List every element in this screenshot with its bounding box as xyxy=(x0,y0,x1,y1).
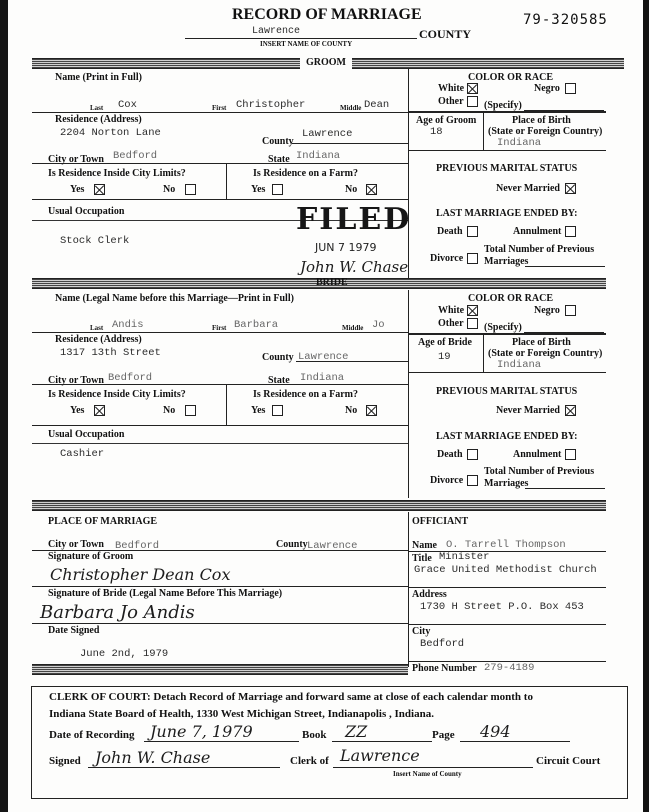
divider xyxy=(483,334,484,372)
divider xyxy=(32,586,408,587)
groom-section-label: GROOM xyxy=(300,57,352,69)
date-recording: June 7, 1979 xyxy=(150,722,253,741)
place-county-label: County xyxy=(276,539,308,550)
divider xyxy=(408,333,606,335)
groom-signature-label: Signature of Groom xyxy=(48,551,134,562)
groom-birth-place: Indiana xyxy=(497,137,542,149)
place-city-label: City or Town xyxy=(48,539,104,550)
divider xyxy=(32,425,408,426)
circuit-court-label: Circuit Court xyxy=(536,755,601,767)
bride-specify-label: (Specify) xyxy=(484,322,522,333)
groom-age: 18 xyxy=(430,126,443,138)
bride-city-label: City or Town xyxy=(48,375,104,386)
officiant-name: O. Tarrell Thompson xyxy=(446,539,566,551)
groom-signature: Christopher Dean Cox xyxy=(50,565,231,584)
bride-divorce-label: Divorce xyxy=(430,475,464,486)
clerk-of-label: Clerk of xyxy=(290,755,329,767)
groom-first: Christopher xyxy=(236,99,306,111)
date-signed: June 2nd, 1979 xyxy=(80,648,169,660)
groom-annulment-label: Annulment xyxy=(513,226,562,237)
place-band xyxy=(32,500,606,511)
bride-occupation: Cashier xyxy=(60,448,105,460)
groom-birth-label: Place of Birth xyxy=(512,115,571,126)
groom-column-divider xyxy=(408,68,409,278)
bride-annulment-checkbox[interactable] xyxy=(565,449,576,460)
groom-divorce-label: Divorce xyxy=(430,253,464,264)
groom-marriages-label: Marriages xyxy=(484,256,529,267)
scan-edge-left xyxy=(0,0,8,812)
bride-farm-question: Is Residence on a Farm? xyxy=(253,389,358,400)
page: 494 xyxy=(480,722,511,741)
groom-city-limits-yes-label: Yes xyxy=(70,184,85,195)
groom-city-limits-question: Is Residence Inside City Limits? xyxy=(48,168,186,179)
bride-never-married-checkbox[interactable] xyxy=(565,405,576,416)
bride-total-prev-label: Total Number of Previous xyxy=(484,466,595,477)
groom-state: Indiana xyxy=(296,150,341,162)
bride-death-checkbox[interactable] xyxy=(467,449,478,460)
bride-city-limits-question: Is Residence Inside City Limits? xyxy=(48,389,186,400)
bride-negro-checkbox[interactable] xyxy=(565,305,576,316)
bride-residence: 1317 13th Street xyxy=(60,347,161,359)
groom-divorce-checkbox[interactable] xyxy=(467,253,478,264)
officiant-title-label: Title xyxy=(412,553,432,564)
groom-white-checkbox[interactable] xyxy=(467,83,478,94)
groom-occupation: Stock Clerk xyxy=(60,235,130,247)
bride-county-label: County xyxy=(262,352,294,363)
county-underline xyxy=(185,38,417,39)
bride-section-label: BRIDE xyxy=(316,277,348,288)
groom-occupation-label: Usual Occupation xyxy=(48,206,125,217)
groom-county-label: County xyxy=(262,136,294,147)
groom-city-label: City or Town xyxy=(48,154,104,165)
county-hint: INSERT NAME OF COUNTY xyxy=(260,40,353,48)
officiant-phone-label: Phone Number xyxy=(412,663,477,674)
groom-name-label: Name (Print in Full) xyxy=(55,72,142,83)
bride-county-underline xyxy=(296,361,408,362)
groom-other-checkbox[interactable] xyxy=(467,96,478,107)
page-label: Page xyxy=(432,729,455,741)
bride-farm-yes-label: Yes xyxy=(251,405,266,416)
bride-county: Lawrence xyxy=(298,351,349,363)
groom-farm-yes-checkbox[interactable] xyxy=(272,184,283,195)
groom-middle: Dean xyxy=(364,99,390,111)
bride-residence-label: Residence (Address) xyxy=(55,334,142,345)
book: ZZ xyxy=(345,722,368,741)
county-value: Lawrence xyxy=(252,26,301,37)
officiant-name-label: Name xyxy=(412,540,437,551)
bride-prev-status-label: PREVIOUS MARITAL STATUS xyxy=(436,386,578,397)
groom-marriages-underline xyxy=(525,266,605,267)
clerk-of-underline xyxy=(333,767,533,768)
bride-age-label: Age of Bride xyxy=(418,337,472,348)
groom-city-limits-no-checkbox[interactable] xyxy=(185,184,196,195)
groom-farm-no-label: No xyxy=(345,184,358,195)
groom-farm-question: Is Residence on a Farm? xyxy=(253,168,358,179)
bride-last: Andis xyxy=(112,319,144,331)
groom-negro-checkbox[interactable] xyxy=(565,83,576,94)
groom-never-married-checkbox[interactable] xyxy=(565,183,576,194)
groom-county-underline xyxy=(292,143,408,144)
bride-farm-no-checkbox[interactable] xyxy=(366,405,377,416)
divider xyxy=(32,623,408,624)
bride-birth-place: Indiana xyxy=(497,359,542,371)
bride-column-divider xyxy=(408,290,409,498)
officiant-address-label: Address xyxy=(412,589,447,600)
clerk-instruction-1: CLERK OF COURT: Detach Record of Marriage and forward same at close of each calendar month to xyxy=(49,691,533,703)
divider xyxy=(408,624,606,625)
divider xyxy=(32,332,408,333)
bride-negro-label: Negro xyxy=(534,305,560,316)
divider xyxy=(408,372,606,373)
bottom-band xyxy=(32,664,408,675)
divider xyxy=(32,384,408,385)
officiant-church: Grace United Methodist Church xyxy=(414,564,597,576)
bride-farm-no-label: No xyxy=(345,405,358,416)
date-recording-label: Date of Recording xyxy=(49,729,135,741)
officiant-city: Bedford xyxy=(420,638,465,650)
bride-never-married-label: Never Married xyxy=(496,405,560,416)
divider xyxy=(408,551,606,552)
divider xyxy=(226,164,227,199)
place-column-divider xyxy=(408,512,409,667)
divider xyxy=(408,111,606,113)
divider xyxy=(408,587,606,588)
filed-stamp-word: FILED xyxy=(296,202,412,237)
groom-first-label: First xyxy=(212,104,227,112)
signed-underline xyxy=(88,767,280,768)
bride-city: Bedford xyxy=(108,372,153,384)
bride-city-limits-no-checkbox[interactable] xyxy=(185,405,196,416)
groom-white-label: White xyxy=(438,83,465,94)
bride-birth-sub-label: (State or Foreign Country) xyxy=(488,348,603,359)
bride-last-ended-label: LAST MARRIAGE ENDED BY: xyxy=(436,431,578,442)
groom-other-label: Other xyxy=(438,96,464,107)
bride-city-limits-yes-label: Yes xyxy=(70,405,85,416)
groom-farm-no-checkbox[interactable] xyxy=(366,184,377,195)
officiant-title: Minister xyxy=(439,551,490,563)
insert-county-label: Insert Name of County xyxy=(393,770,462,778)
bride-other-label: Other xyxy=(438,318,464,329)
groom-last-label: Last xyxy=(90,104,104,112)
groom-specify-label: (Specify) xyxy=(484,100,522,111)
divider xyxy=(408,150,606,151)
groom-last-ended-label: LAST MARRIAGE ENDED BY: xyxy=(436,208,578,219)
bride-middle: Jo xyxy=(372,319,385,331)
officiant-section-label: OFFICIANT xyxy=(412,516,469,527)
bride-last-label: Last xyxy=(90,324,104,332)
bride-birth-label: Place of Birth xyxy=(512,337,571,348)
groom-middle-label: Middle xyxy=(340,104,362,112)
groom-annulment-checkbox[interactable] xyxy=(565,226,576,237)
groom-negro-label: Negro xyxy=(534,83,560,94)
book-underline xyxy=(332,741,432,742)
divider xyxy=(32,112,408,113)
divider xyxy=(483,112,484,150)
bride-city-limits-yes-checkbox[interactable] xyxy=(94,405,105,416)
bride-first: Barbara xyxy=(234,319,279,331)
clerk-instruction-2: Indiana State Board of Health, 1330 West Michigan Street, Indianapolis , Indiana. xyxy=(49,708,434,720)
bride-middle-label: Middle xyxy=(342,324,364,332)
county-label: COUNTY xyxy=(419,27,472,41)
groom-death-label: Death xyxy=(437,226,463,237)
bride-signature: Barbara Jo Andis xyxy=(40,602,195,623)
bride-city-limits-no-label: No xyxy=(163,405,176,416)
form-title: RECORD OF MARRIAGE xyxy=(232,6,422,23)
bride-first-label: First xyxy=(212,324,227,332)
groom-birth-sub-label: (State or Foreign Country) xyxy=(488,126,603,137)
date-signed-label: Date Signed xyxy=(48,625,100,636)
groom-never-married-label: Never Married xyxy=(496,183,560,194)
groom-residence: 2204 Norton Lane xyxy=(60,127,161,139)
bride-state: Indiana xyxy=(300,372,345,384)
groom-residence-label: Residence (Address) xyxy=(55,114,142,125)
divider xyxy=(226,385,227,425)
filed-stamp-signature: John W. Chase xyxy=(300,258,409,276)
officiant-city-label: City xyxy=(412,626,431,637)
bride-marriages-underline xyxy=(525,488,605,489)
place-city: Bedford xyxy=(115,540,160,552)
groom-age-label: Age of Groom xyxy=(416,115,477,126)
groom-city: Bedford xyxy=(113,150,158,162)
bride-divorce-checkbox[interactable] xyxy=(467,475,478,486)
bride-marriages-label: Marriages xyxy=(484,478,529,489)
groom-prev-status-label: PREVIOUS MARITAL STATUS xyxy=(436,163,578,174)
clerk-signature: John W. Chase xyxy=(95,748,211,767)
groom-city-limits-no-label: No xyxy=(163,184,176,195)
bride-death-label: Death xyxy=(437,449,463,460)
bride-white-label: White xyxy=(438,305,465,316)
filed-stamp-date: JUN 7 1979 xyxy=(315,241,377,254)
groom-county: Lawrence xyxy=(302,128,353,140)
scan-edge-right xyxy=(643,0,649,812)
bride-signature-label: Signature of Bride (Legal Name Before This Marriage) xyxy=(48,588,283,599)
groom-death-checkbox[interactable] xyxy=(467,226,478,237)
groom-farm-yes-label: Yes xyxy=(251,184,266,195)
page-underline xyxy=(460,741,570,742)
bride-occupation-label: Usual Occupation xyxy=(48,429,125,440)
bride-age: 19 xyxy=(438,351,451,363)
record-number: 79-320585 xyxy=(523,12,608,28)
bride-annulment-label: Annulment xyxy=(513,449,562,460)
groom-state-label: State xyxy=(268,154,290,165)
officiant-address: 1730 H Street P.O. Box 453 xyxy=(420,601,584,613)
bride-state-label: State xyxy=(268,375,290,386)
groom-total-prev-label: Total Number of Previous xyxy=(484,244,595,255)
divider xyxy=(32,443,408,444)
bride-name-label: Name (Legal Name before this Marriage—Print in Full) xyxy=(55,293,294,304)
groom-city-limits-yes-checkbox[interactable] xyxy=(94,184,105,195)
divider xyxy=(32,163,408,164)
divider xyxy=(32,199,408,200)
bride-other-checkbox[interactable] xyxy=(467,318,478,329)
bride-race-label: COLOR OR RACE xyxy=(468,293,554,304)
date-recording-underline xyxy=(144,741,299,742)
book-label: Book xyxy=(302,729,327,741)
place-county: Lawrence xyxy=(307,540,358,552)
groom-last: Cox xyxy=(118,99,137,111)
groom-race-label: COLOR OR RACE xyxy=(468,72,554,83)
bride-white-checkbox[interactable] xyxy=(467,305,478,316)
officiant-phone: 279-4189 xyxy=(484,662,535,674)
signed-label: Signed xyxy=(49,755,81,767)
bride-farm-yes-checkbox[interactable] xyxy=(272,405,283,416)
clerk-of-county: Lawrence xyxy=(340,746,420,765)
place-section-label: PLACE OF MARRIAGE xyxy=(48,516,158,527)
